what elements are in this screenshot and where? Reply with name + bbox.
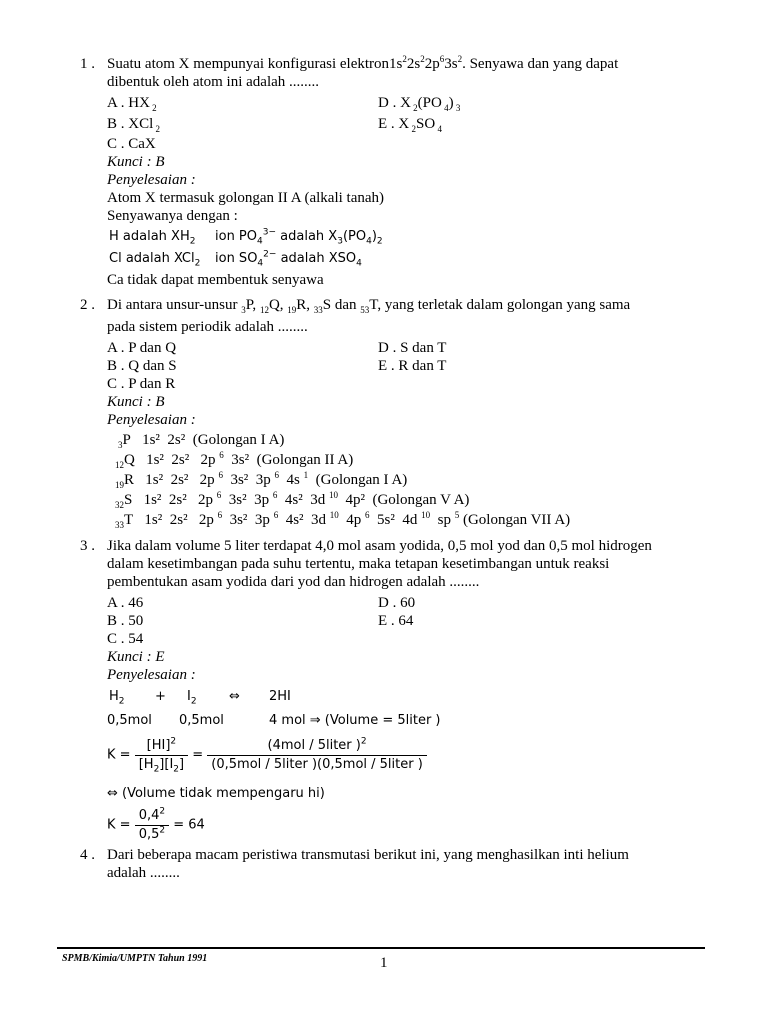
option-d: D . 60 — [378, 595, 416, 611]
solution-formula: H adalah $XH_2$ ion $PO_4^{3-}$ adalah $X_3(PO_4)_2$ — [109, 227, 383, 247]
question-1 — [80, 55, 700, 289]
page-number: 1 — [380, 955, 388, 971]
solution-heading: Penyelesaian : — [107, 412, 196, 428]
question-number: 3 . — [80, 538, 95, 554]
option-b: B . 50 — [107, 613, 144, 629]
solution-heading: Penyelesaian : — [107, 172, 196, 188]
solution-heading: Penyelesaian : — [107, 667, 196, 683]
option-b: B . XCl $_2$ — [107, 116, 161, 134]
question-number: 4 . — [80, 847, 95, 863]
option-e: E . 64 — [378, 613, 414, 629]
solution-formula: Cl adalah XCl$_2$ ion $SO_4^{2-}$ adalah $XSO_4$ — [109, 249, 362, 269]
question-text: Dari beberapa macam peristiwa transmutasi berikut ini, yang menghasilkan inti helium — [107, 847, 629, 863]
option-c: C . CaX — [107, 136, 156, 152]
config-row: $_3$P 1s² 2s² (Golongan I A) — [118, 432, 285, 450]
question-text: Di antara unsur-unsur $_3$P, $_{12}$Q, $_{19}$R, $_{33}$S dan $_{53}$T, yang terletak dalam golongan yang sama — [107, 297, 631, 315]
question-text: pada sistem periodik adalah ........ — [107, 319, 308, 335]
equilibrium-constant-formula: K = $\frac{[HI]^2}{[H_2][I_2]}$ = $\frac{(4mol / 5liter )^2}{\text{(0,5mol / 5liter )(0,5mol / 5liter )}}$ — [107, 737, 700, 781]
option-d: D . X $_2$(PO $_4$) $_3$ — [378, 95, 461, 113]
solution-text: Senyawanya dengan : — [107, 208, 238, 224]
option-c: C . 54 — [107, 631, 144, 647]
answer-key: Kunci : E — [107, 649, 165, 665]
question-text: Suatu atom X mempunyai konfigurasi $elektron1s^22s^22p^63s^2$. Senyawa dan yang dapat — [107, 54, 619, 72]
footer-source: SPMB/Kimia/UMPTN Tahun 1991 — [62, 953, 208, 964]
footer-divider — [57, 947, 705, 949]
question-text: dalam kesetimbangan pada suhu tertentu, maka tetapan kesetimbangan untuk reaksi — [107, 556, 610, 572]
config-row: $_{32}$S 1s² 2s² 2p $^6$ 3s² 3p $^6$ 4s² 3d $^{10}$ 4p² (Golongan V A) — [115, 490, 470, 510]
option-c: C . P dan R — [107, 376, 176, 392]
question-3 — [80, 537, 700, 851]
option-e: E . X $_2$SO $_4$ — [378, 116, 442, 134]
config-row: $_{19}$R 1s² 2s² 2p $^6$ 3s² 3p $^6$ 4s $^1$ (Golongan I A) — [115, 470, 408, 490]
option-e: E . R dan T — [378, 358, 447, 374]
question-2 — [80, 296, 700, 531]
solution-text: Ca tidak dapat membentuk senyawa — [107, 272, 324, 288]
option-a: A . HX $_2$ — [107, 95, 157, 113]
option-a: A . P dan Q — [107, 340, 177, 356]
option-b: B . Q dan S — [107, 358, 177, 374]
question-4 — [80, 846, 700, 882]
config-row: $_{12}$Q 1s² 2s² 2p $^6$ 3s² (Golongan II A) — [115, 450, 354, 470]
answer-key: Kunci : B — [107, 394, 165, 410]
solution-note: ⇔ (Volume tidak mempengaru hi) — [107, 786, 325, 801]
reaction-equation: $H_2$ + $I_2$ ⇔ 2HI — [109, 689, 291, 707]
equilibrium-constant-result: K = $\frac{0,4^2}{0,5^2}$ = 64 — [107, 806, 205, 842]
question-number: 1 . — [80, 56, 95, 72]
answer-key: Kunci : B — [107, 154, 165, 170]
question-text: adalah ........ — [107, 865, 180, 881]
question-text: Jika dalam volume 5 liter terdapat 4,0 mol asam yodida, 0,5 mol yod dan 0,5 mol hidrogen — [107, 538, 652, 554]
question-number: 2 . — [80, 297, 95, 313]
option-d: D . S dan T — [378, 340, 447, 356]
solution-text: Atom X termasuk golongan II A (alkali tanah) — [107, 190, 385, 206]
question-text: dibentuk oleh atom ini adalah ........ — [107, 74, 320, 90]
reaction-moles: 0,5mol 0,5mol 4 mol ⇒ (Volume = 5liter ) — [107, 713, 441, 728]
option-a: A . 46 — [107, 595, 144, 611]
config-row: $_{33}$T 1s² 2s² 2p $^6$ 3s² 3p $^6$ 4s² 3d $^{10}$ 4p $^6$ 5s² 4d $^{10}$ sp $^5$ (Golongan VII A) — [115, 510, 571, 530]
question-text: pembentukan asam yodida dari yod dan hidrogen adalah ........ — [107, 574, 480, 590]
